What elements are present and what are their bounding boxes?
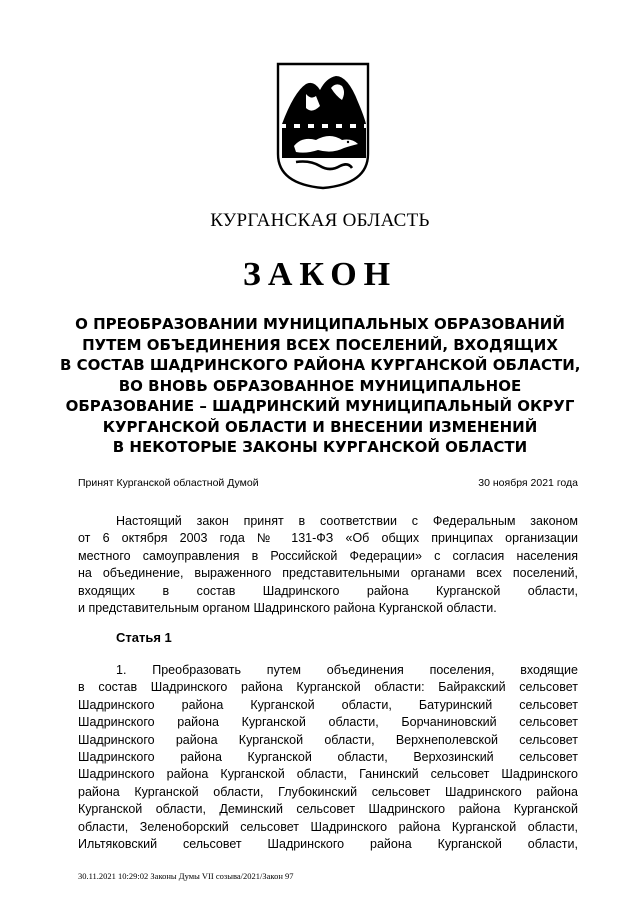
title-line: ОБРАЗОВАНИЕ – ШАДРИНСКИЙ МУНИЦИПАЛЬНЫЙ ОКРУГ (65, 397, 575, 415)
paragraph-line: Шадринского района Курганской области, Батуринский сельсовет (78, 697, 578, 712)
adoption-meta (78, 477, 578, 489)
region-name: КУРГАНСКАЯ ОБЛАСТЬ (210, 210, 430, 231)
law-title (60, 314, 580, 458)
adopted-by: Принят Курганской областной Думой (78, 477, 259, 489)
title-line: КУРГАНСКОЙ ОБЛАСТИ И ВНЕСЕНИИ ИЗМЕНЕНИЙ (102, 417, 538, 436)
paragraph-line: района Курганской области, Глубокинский сельсовет Шадринского района (78, 784, 578, 799)
article-paragraph (78, 662, 578, 853)
title-line: О ПРЕОБРАЗОВАНИИ МУНИЦИПАЛЬНЫХ ОБРАЗОВАНИЙ (75, 315, 565, 333)
paragraph-line: в состав Шадринского района Курганской области: Байракский сельсовет (78, 680, 578, 695)
title-line: ПУТЕМ ОБЪЕДИНЕНИЯ ВСЕХ ПОСЕЛЕНИЙ, ВХОДЯЩИХ (82, 335, 558, 354)
title-line: В НЕКОТОРЫЕ ЗАКОНЫ КУРГАНСКОЙ ОБЛАСТИ (112, 438, 528, 456)
paragraph-line: Ильтяковский сельсовет Шадринского района Курганской области, (78, 837, 578, 852)
paragraph-line: и представительным органом Шадринского района Курганской области. (78, 601, 497, 616)
paragraph-line: от 6 октября 2003 года № 131-ФЗ «Об общих принципах организации (78, 531, 578, 546)
paragraph-line: Шадринского района Курганской области, Борчаниновский сельсовет (78, 715, 578, 730)
adoption-date: 30 ноября 2021 года (478, 477, 578, 489)
article-heading: Статья 1 (116, 630, 172, 645)
paragraph-line: Шадринского района Курганской области, Ганинский сельсовет Шадринского (78, 767, 578, 782)
title-line: В СОСТАВ ШАДРИНСКОГО РАЙОНА КУРГАНСКОЙ ОБЛАСТИ, (60, 356, 581, 374)
paragraph-line: Шадринского района Курганской области, Верхозинский сельсовет (78, 750, 578, 765)
preamble-paragraph (78, 513, 578, 617)
paragraph-line: 1. Преобразовать путем объединения поселения, входящие (116, 663, 578, 677)
title-line: ВО ВНОВЬ ОБРАЗОВАННОЕ МУНИЦИПАЛЬНОЕ (118, 376, 522, 395)
footer-stamp: 30.11.2021 10:29:02 Законы Думы VII созыва/2021/Закон 97 (78, 871, 294, 881)
paragraph-line: местного самоуправления в Российской Федерации» с согласия населения (78, 548, 578, 563)
paragraph-line: области, Зеленоборский сельсовет Шадринского района Курганской области, (78, 819, 578, 834)
paragraph-line: Настоящий закон принят в соответствии с Федеральным законом (116, 514, 578, 528)
paragraph-line: на объединение, выраженного представительными органами всех поселений, (78, 566, 578, 581)
coat-of-arms-emblem (276, 62, 370, 190)
paragraph-line: Курганской области, Деминский сельсовет Шадринского района Курганской (78, 802, 578, 817)
paragraph-line: Шадринского района Курганской области, Верхнеполевской сельсовет (78, 732, 578, 747)
document-type: ЗАКОН (242, 256, 398, 293)
paragraph-line: входящих в состав Шадринского района Курганской области, (78, 583, 578, 598)
